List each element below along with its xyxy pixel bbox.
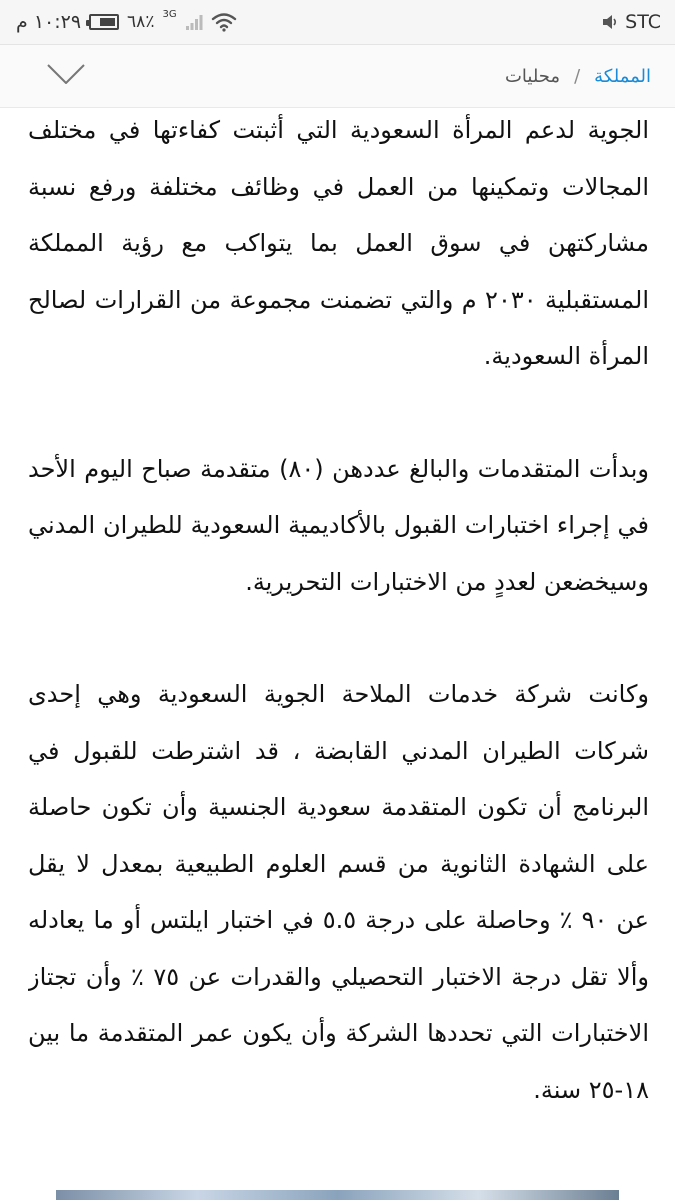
breadcrumb-current[interactable]: المملكة [594,65,651,87]
status-right [601,0,661,44]
status-bar [0,0,675,45]
article-body [28,108,649,1183]
article-paragraph: الجوية لدعم المرأة السعودية التي أثبتت كفاءتها في مختلف المجالات وتمكينها من العمل في وظائف مختلفة ورفع نسبة مشاركتهن في سوق العمل بما يتواكب مع رؤية المملكة المستقبلية ٢٠٣٠ م والتي تضمنت مجموعة من القرارات لصالح المرأة السعودية. [28,116,649,370]
nav-bar [0,45,675,108]
article-paragraph: وكانت شركة خدمات الملاحة الجوية السعودية وهي إحدى شركات الطيران المدني القابضة ، قد اشترطت للقبول في البرنامج أن تكون المتقدمة سعودية الجنسية وأن تكون حاصلة على الشهادة الثانوية من قسم العلوم الطبيعية بمعدل لا يقل عن ٩٠ ٪ وحاصلة على درجة ٥.٥ في اختبار ايلتس أو ما يعادله وألا تقل درجة الاختبار التحصيلي والقدرات عن ٧٥ ٪ وأن تجتاز الاختبارات التي تحددها الشركة وأن يكون عمر المتقدمة ما بين ١٨-٢٥ سنة. [28,680,649,1104]
article-paragraph: وبدأت المتقدمات والبالغ عددهن (٨٠) متقدمة صباح اليوم الأحد في إجراء اختبارات القبول بالأكاديمية السعودية للطيران المدني وسيخضعن لعددٍ من الاختبارات التحريرية. [28,454,649,596]
sound-icon [601,13,619,31]
wifi-icon [211,12,237,32]
paragraph-gap [28,385,649,441]
status-left [16,0,237,44]
carrier-name: STC [625,11,661,33]
breadcrumb [505,45,651,107]
status-time: ١٠:٢٩ م [16,11,82,33]
network-type: 3G [162,8,177,20]
paragraph-gap [28,610,649,666]
breadcrumb-separator: / [574,65,581,87]
breadcrumb-section[interactable]: محليات [504,65,561,87]
battery-icon [89,14,119,30]
battery-percent: ٦٨٪ [127,12,155,32]
signal-icon [185,13,203,31]
chevron-down-icon[interactable] [46,61,86,87]
article-image[interactable] [56,1190,619,1200]
